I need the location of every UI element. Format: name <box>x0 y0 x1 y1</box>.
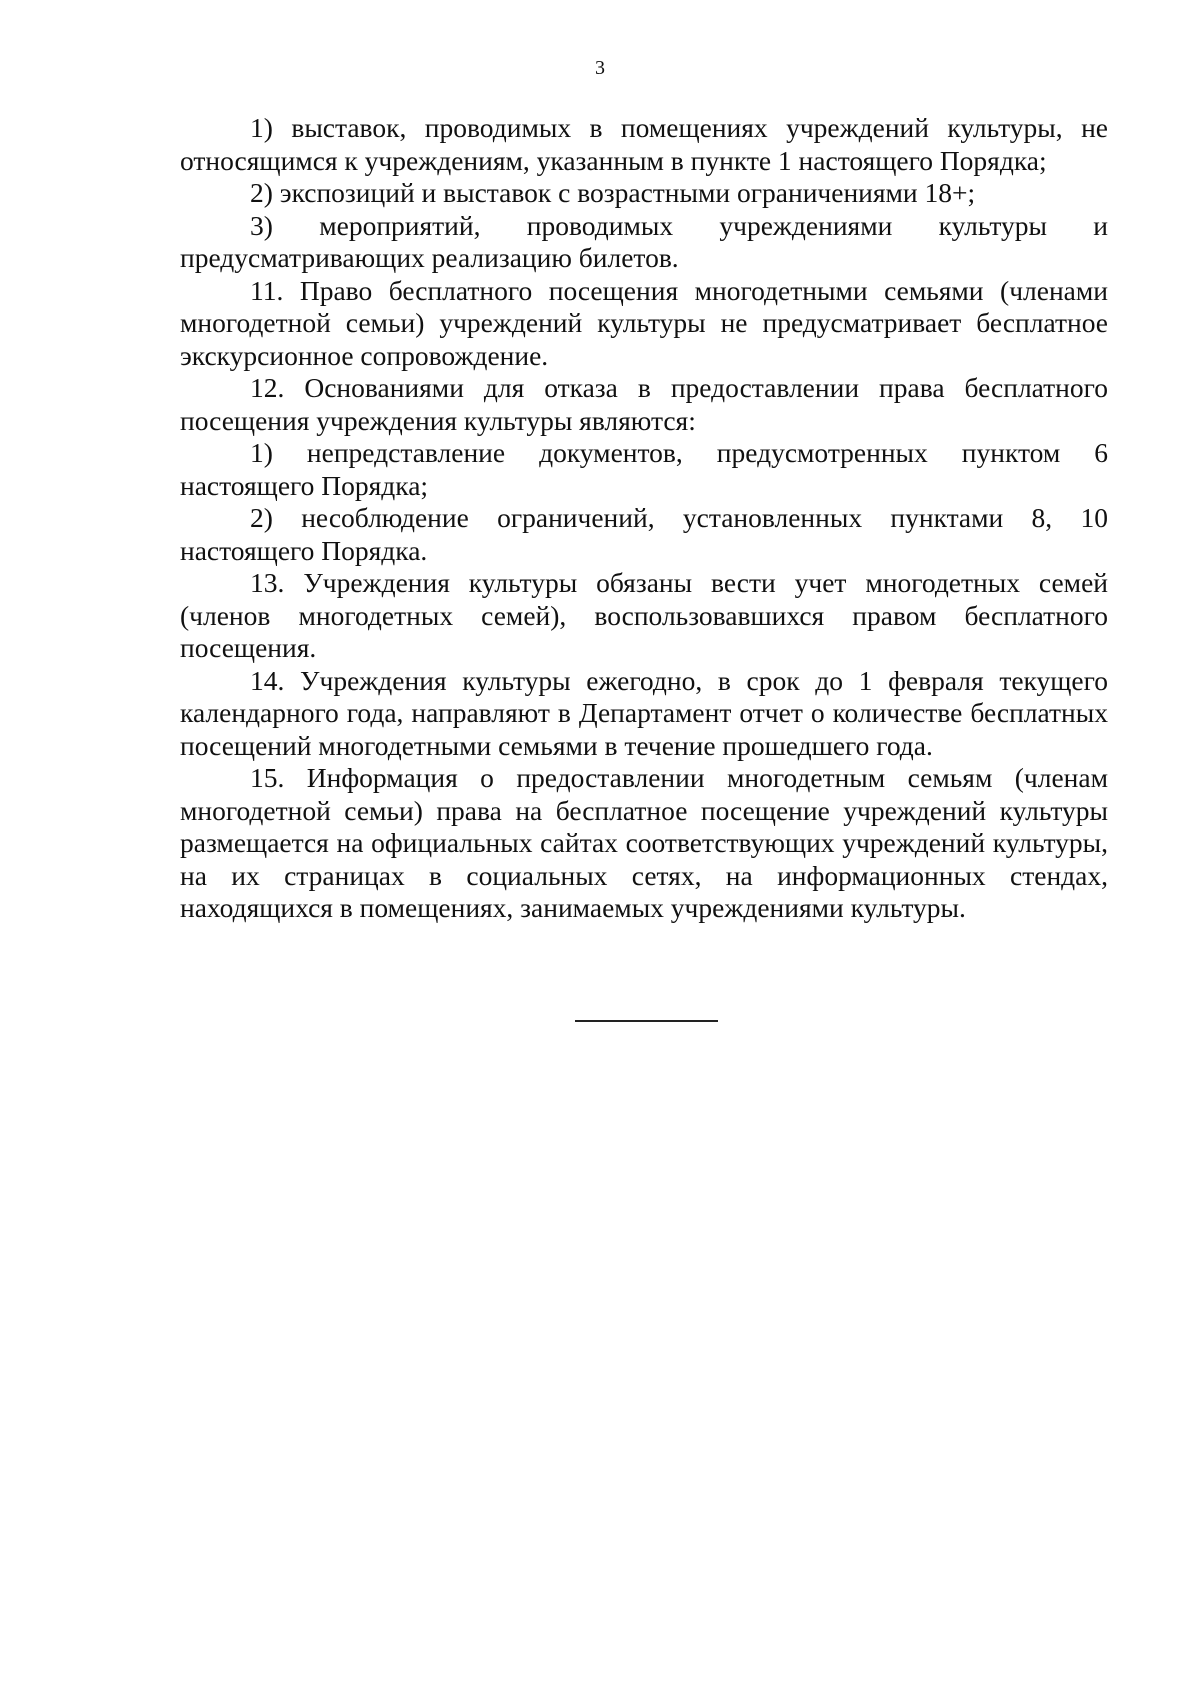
document-body <box>180 112 1108 925</box>
end-separator-line <box>575 1020 718 1022</box>
paragraph-item-1-exhibitions: 1) выставок, проводимых в помещениях учреждений культуры, не относящимся к учреждениям, указанным в пункте 1 настоящего Порядка; <box>180 112 1108 176</box>
paragraph-clause-12: 12. Основаниями для отказа в предоставлении права бесплатного посещения учреждения культуры являются: <box>180 372 1108 436</box>
paragraph-item-3-events: 3) мероприятий, проводимых учреждениями культуры и предусматривающих реализацию билетов. <box>180 209 1108 273</box>
paragraph-item-2-expositions: 2) экспозиций и выставок с возрастными ограничениями 18+; <box>250 177 976 208</box>
paragraph-clause-12-item-2: 2) несоблюдение ограничений, установленных пунктами 8, 10 настоящего Порядка. <box>180 502 1108 566</box>
paragraph-clause-13: 13. Учреждения культуры обязаны вести учет многодетных семей (членов многодетных семей), воспользовавшихся правом бесплатного посещения. <box>180 567 1108 663</box>
paragraph-clause-11: 11. Право бесплатного посещения многодетными семьями (членами многодетной семьи) учреждений культуры не предусматривает бесплатное экскурсионное сопровождение. <box>180 274 1108 371</box>
paragraph-clause-15: 15. Информация о предоставлении многодетным семьям (членам многодетной семьи) права на бесплатное посещение учреждений культуры размещается на официальных сайтах соответствующих учреждений культуры, на их страницах в социальных сетях, на информационных стендах, находящихся в помещениях, занимаемых учреждениями культуры. <box>180 762 1108 923</box>
paragraph-clause-14: 14. Учреждения культуры ежегодно, в срок до 1 февраля текущего календарного года, направляют в Департамент отчет о количестве бесплатных посещений многодетными семьями в течение прошедшего года. <box>180 664 1108 761</box>
page-number: 3 <box>595 57 605 79</box>
paragraph-clause-12-item-1: 1) непредставление документов, предусмотренных пунктом 6 настоящего Порядка; <box>180 437 1108 501</box>
